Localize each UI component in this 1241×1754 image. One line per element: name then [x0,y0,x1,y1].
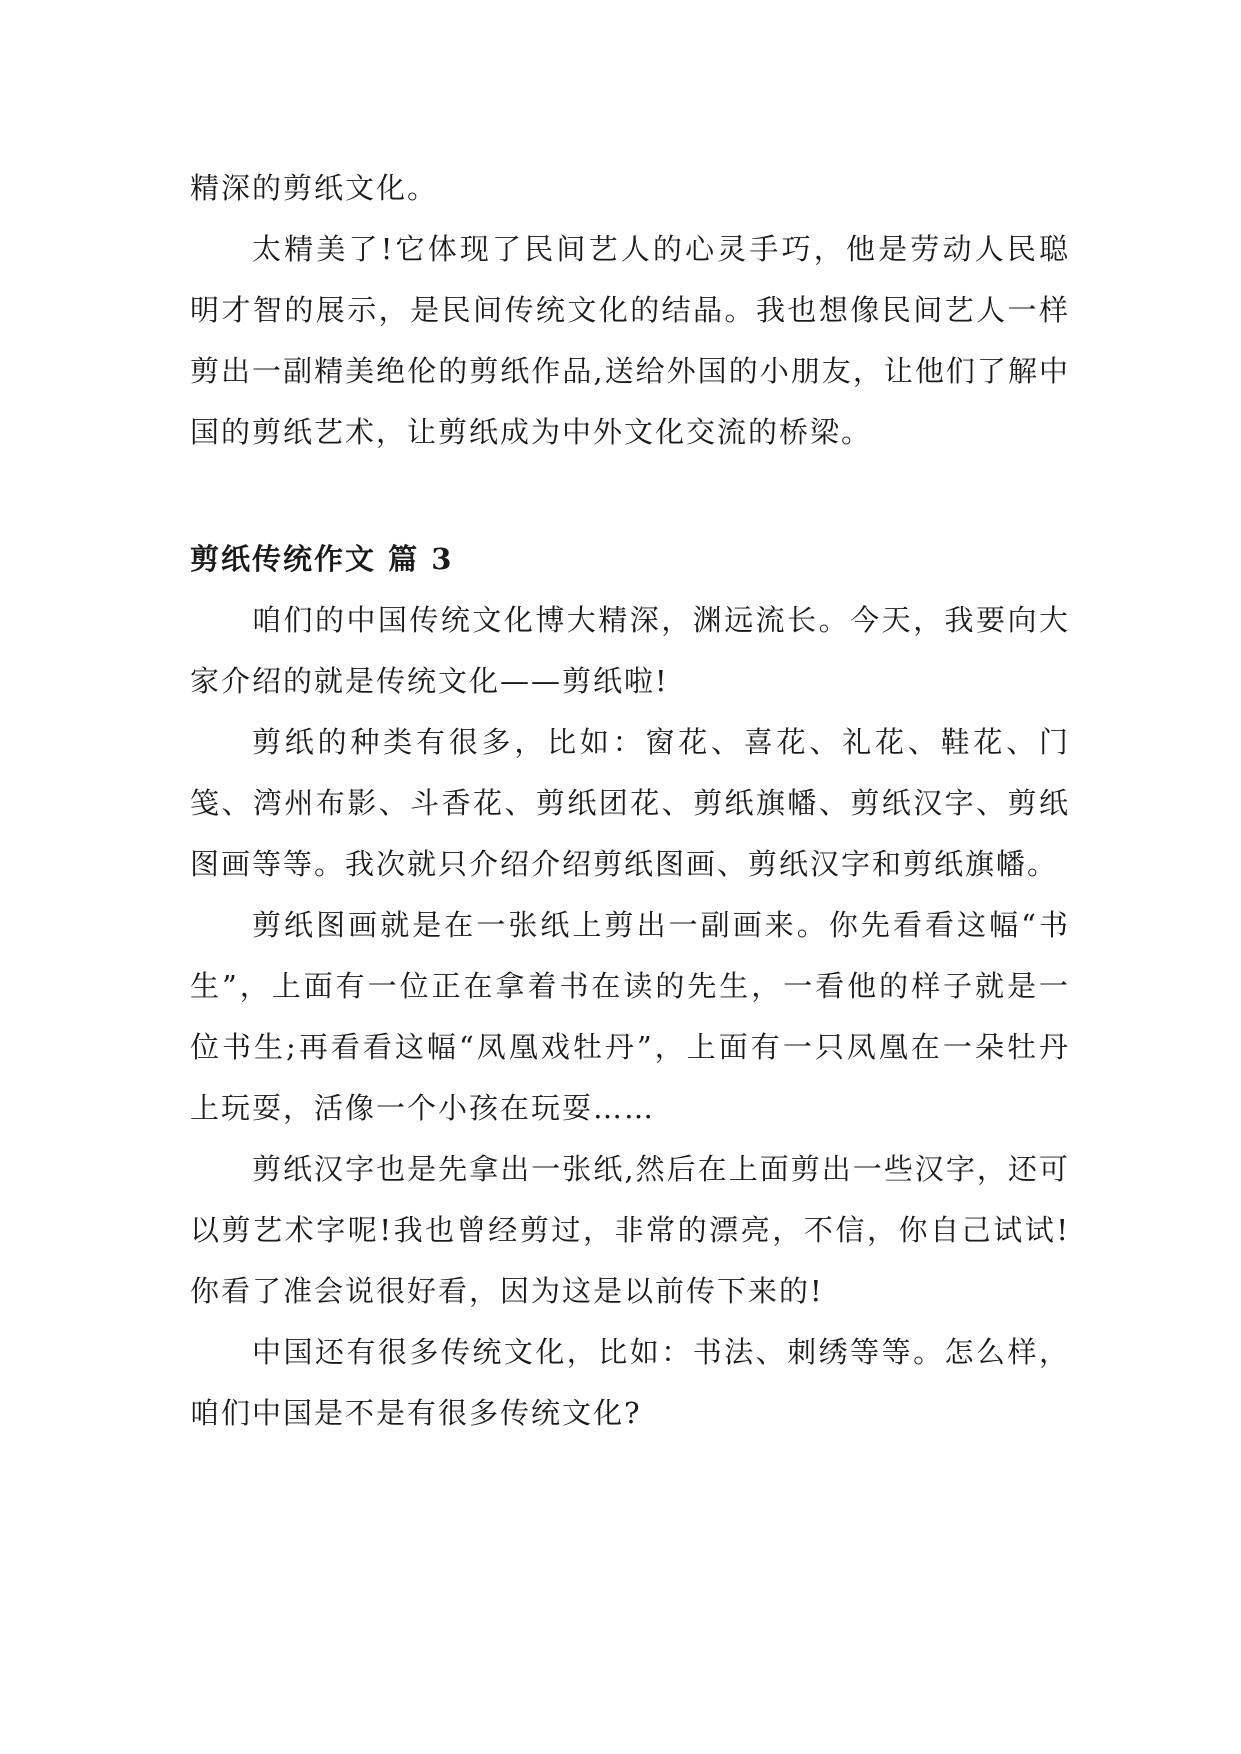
paragraph-1: 咱们的中国传统文化博大精深，渊远流长。今天，我要向大家介绍的就是传统文化——剪纸啦! [190,603,1070,698]
paragraph-3: 剪纸图画就是在一张纸上剪出一副画来。你先看看这幅“书生”，上面有一位正在拿着书在读的先生，一看他的样子就是一位书生;再看看这幅“凤凰戏牡丹”，上面有一只凤凰在一朵牡丹上玩耍，活像一个小孩在玩耍…… [190,908,1070,1125]
paragraph-continuation-2: 太精美了!它体现了民间艺人的心灵手巧，他是劳动人民聪明才智的展示，是民间传统文化的结晶。我也想像民间艺人一样剪出一副精美绝伦的剪纸作品,送给外国的小朋友，让他们了解中国的剪纸艺术，让剪纸成为中外文化交流的桥梁。 [190,232,1070,449]
paragraph-4: 剪纸汉字也是先拿出一张纸,然后在上面剪出一些汉字，还可以剪艺术字呢!我也曾经剪过，非常的漂亮，不信，你自己试试!你看了准会说很好看，因为这是以前传下来的! [190,1152,1070,1308]
section-spacer [190,463,1070,529]
document-body [190,158,1070,1444]
paragraph-2: 剪纸的种类有很多，比如：窗花、喜花、礼花、鞋花、门笺、湾州布影、斗香花、剪纸团花、剪纸旗幡、剪纸汉字、剪纸图画等等。我次就只介绍介绍剪纸图画、剪纸汉字和剪纸旗幡。 [190,725,1070,881]
paragraph-5: 中国还有很多传统文化，比如：书法、刺绣等等。怎么样，咱们中国是不是有很多传统文化? [190,1335,1070,1430]
paragraph-continuation-1: 精深的剪纸文化。 [190,171,439,205]
section-title: 剪纸传统作文 篇 3 [190,542,454,576]
